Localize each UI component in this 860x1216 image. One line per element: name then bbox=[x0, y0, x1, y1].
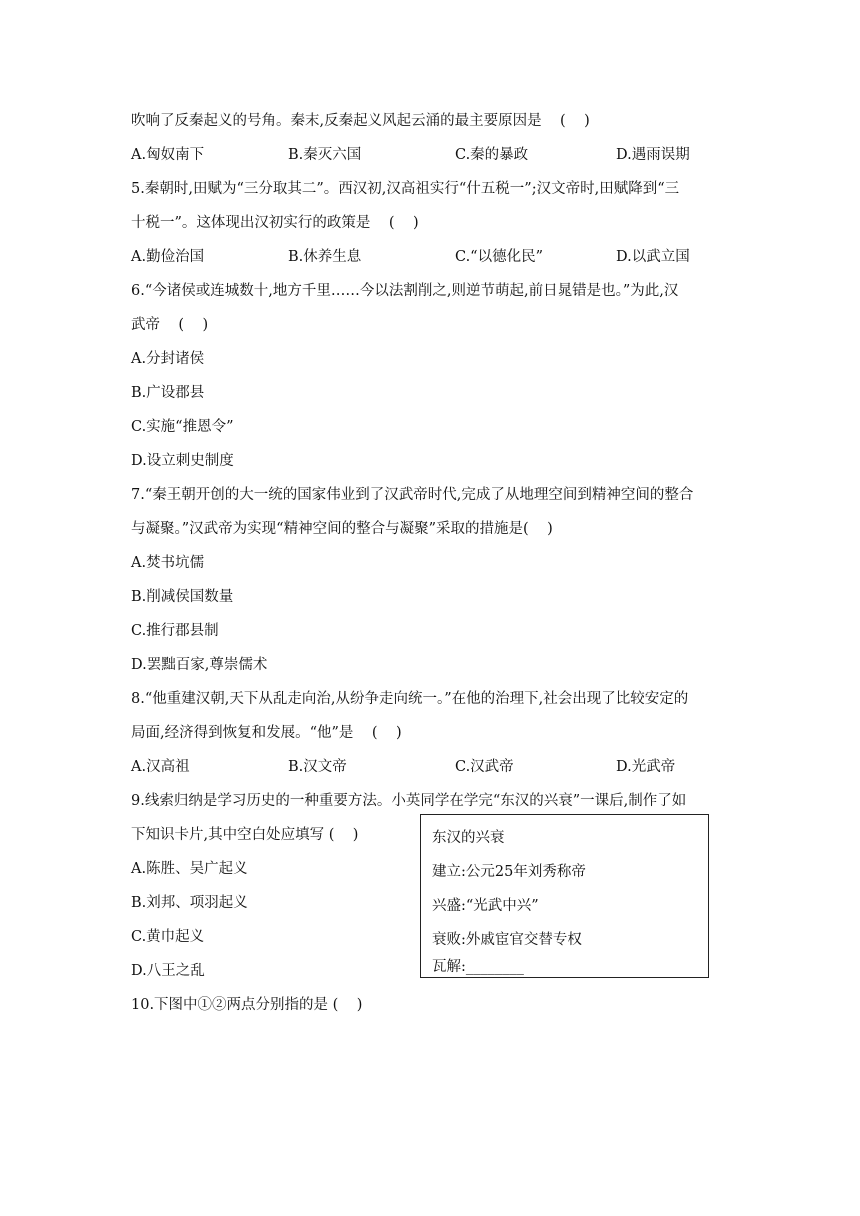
q4-stem-continuation: 吹响了反秦起义的号角。秦末,反秦起义风起云涌的最主要原因是 ( ) bbox=[131, 113, 590, 129]
q6-option-d[interactable]: D.设立刺史制度 bbox=[131, 453, 234, 469]
q6-stem-line1: 6.“今诸侯或连城数十,地方千里……今以法割削之,则逆节萌起,前日晁错是也。”为此,汉 bbox=[131, 283, 679, 299]
q6-option-a[interactable]: A.分封诸侯 bbox=[131, 351, 205, 367]
knowledge-card bbox=[420, 814, 709, 978]
q6-option-b[interactable]: B.广设郡县 bbox=[131, 385, 205, 401]
q8-option-c[interactable]: C.汉武帝 bbox=[455, 759, 514, 775]
q8-stem-line2: 局面,经济得到恢复和发展。“他”是 ( ) bbox=[131, 725, 402, 741]
card-collapse-blank: 瓦解:________ bbox=[432, 959, 524, 975]
q8-option-d[interactable]: D.光武帝 bbox=[616, 759, 676, 775]
q8-option-a[interactable]: A.汉高祖 bbox=[131, 759, 190, 775]
q6-stem-line2: 武帝 ( ) bbox=[131, 317, 209, 333]
q6-option-c[interactable]: C.实施“推恩令” bbox=[131, 419, 234, 435]
card-decline: 衰败:外戚宦官交替专权 bbox=[432, 932, 582, 948]
q9-option-b[interactable]: B.刘邦、项羽起义 bbox=[131, 895, 248, 911]
q9-stem-line1: 9.线索归纳是学习历史的一种重要方法。小英同学在学完“东汉的兴衰”一课后,制作了如 bbox=[131, 793, 687, 809]
q7-option-b[interactable]: B.削减侯国数量 bbox=[131, 589, 234, 605]
q4-option-d[interactable]: D.遇雨误期 bbox=[616, 147, 690, 163]
q5-option-b[interactable]: B.休养生息 bbox=[288, 249, 362, 265]
q7-option-a[interactable]: A.焚书坑儒 bbox=[131, 555, 205, 571]
q5-option-a[interactable]: A.勤俭治国 bbox=[131, 249, 205, 265]
q5-stem-line2: 十税一”。这体现出汉初实行的政策是 ( ) bbox=[131, 215, 419, 231]
q7-option-d[interactable]: D.罢黜百家,尊崇儒术 bbox=[131, 657, 268, 673]
q9-stem-line2: 下知识卡片,其中空白处应填写 ( ) bbox=[131, 827, 359, 843]
q4-option-a[interactable]: A.匈奴南下 bbox=[131, 147, 205, 163]
q9-option-c[interactable]: C.黄巾起义 bbox=[131, 929, 205, 945]
q8-stem-line1: 8.“他重建汉朝,天下从乱走向治,从纷争走向统一。”在他的治理下,社会出现了比较安定的 bbox=[131, 691, 689, 707]
card-title: 东汉的兴衰 bbox=[432, 830, 505, 846]
q5-option-d[interactable]: D.以武立国 bbox=[616, 249, 690, 265]
q8-option-b[interactable]: B.汉文帝 bbox=[288, 759, 347, 775]
q5-option-c[interactable]: C.“以德化民” bbox=[455, 249, 544, 265]
q5-stem-line1: 5.秦朝时,田赋为“三分取其二”。西汉初,汉高祖实行“什五税一”;汉文帝时,田赋降到“三 bbox=[131, 181, 680, 197]
card-established: 建立:公元25年刘秀称帝 bbox=[432, 864, 586, 880]
q7-option-c[interactable]: C.推行郡县制 bbox=[131, 623, 219, 639]
q4-option-c[interactable]: C.秦的暴政 bbox=[455, 147, 529, 163]
q7-stem-line2: 与凝聚。”汉武帝为实现“精神空间的整合与凝聚”采取的措施是( ) bbox=[131, 521, 553, 537]
card-prosperity: 兴盛:“光武中兴” bbox=[432, 898, 539, 914]
q4-option-b[interactable]: B.秦灭六国 bbox=[288, 147, 362, 163]
q9-option-d[interactable]: D.八王之乱 bbox=[131, 963, 205, 979]
q9-option-a[interactable]: A.陈胜、吴广起义 bbox=[131, 861, 248, 877]
q10-stem: 10.下图中①②两点分别指的是 ( ) bbox=[131, 997, 363, 1013]
q7-stem-line1: 7.“秦王朝开创的大一统的国家伟业到了汉武帝时代,完成了从地理空间到精神空间的整合 bbox=[131, 487, 694, 503]
